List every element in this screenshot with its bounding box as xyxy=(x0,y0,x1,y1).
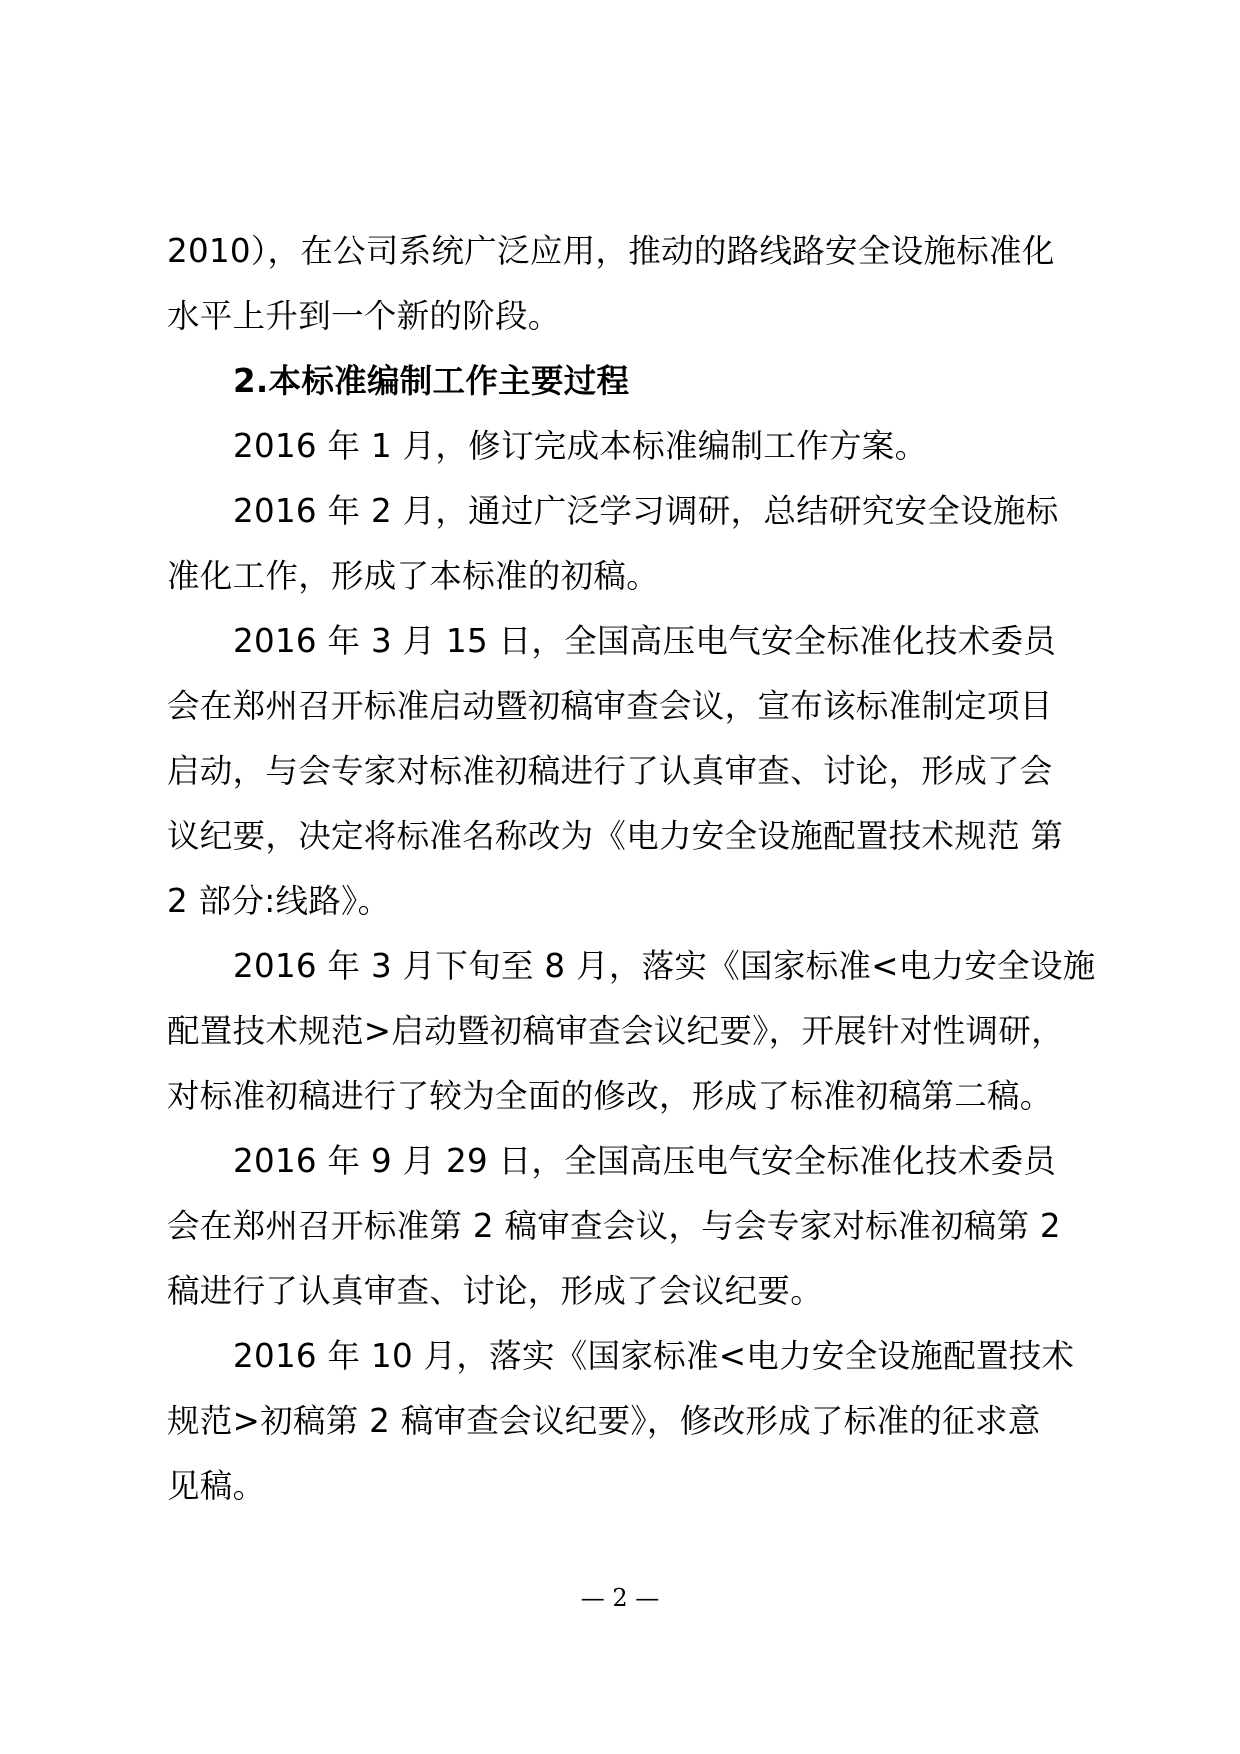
paragraph-4-line-1: 2016 年 3 月 15 日，全国高压电气安全标准化技术委员 xyxy=(233,622,1057,660)
paragraph-6-line-3: 稿进行了认真审查、讨论，形成了会议纪要。 xyxy=(167,1272,824,1310)
section-heading: 2.本标准编制工作主要过程 xyxy=(233,362,630,400)
paragraph-6-line-2: 会在郑州召开标准第 2 稿审查会议，与会专家对标准初稿第 2 xyxy=(167,1207,1061,1245)
paragraph-1-line-2: 水平上升到一个新的阶段。 xyxy=(167,297,561,335)
paragraph-7-line-3: 见稿。 xyxy=(167,1467,266,1505)
paragraph-7-line-1: 2016 年 10 月，落实《国家标准<电力安全设施配置技术 xyxy=(233,1337,1075,1375)
paragraph-3-line-1: 2016 年 2 月，通过广泛学习调研，总结研究安全设施标 xyxy=(233,492,1059,530)
paragraph-4-line-5: 2 部分:线路》。 xyxy=(167,882,391,920)
paragraph-5-line-1: 2016 年 3 月下旬至 8 月，落实《国家标准<电力安全设施 xyxy=(233,947,1096,985)
paragraph-5-line-2: 配置技术规范>启动暨初稿审查会议纪要》，开展针对性调研， xyxy=(167,1012,1064,1050)
paragraph-4-line-2: 会在郑州召开标准启动暨初稿审查会议，宣布该标准制定项目 xyxy=(167,687,1053,725)
paragraph-7-line-2: 规范>初稿第 2 稿审查会议纪要》，修改形成了标准的征求意 xyxy=(167,1402,1041,1440)
paragraph-2-line-1: 2016 年 1 月，修订完成本标准编制工作方案。 xyxy=(233,427,928,465)
paragraph-5-line-3: 对标准初稿进行了较为全面的修改，形成了标准初稿第二稿。 xyxy=(167,1077,1053,1115)
paragraph-6-line-1: 2016 年 9 月 29 日，全国高压电气安全标准化技术委员 xyxy=(233,1142,1057,1180)
page-number: — 2 — xyxy=(580,1584,660,1612)
paragraph-3-line-2: 准化工作，形成了本标准的初稿。 xyxy=(167,557,660,595)
paragraph-4-line-3: 启动，与会专家对标准初稿进行了认真审查、讨论，形成了会 xyxy=(167,752,1053,790)
paragraph-4-line-4: 议纪要，决定将标准名称改为《电力安全设施配置技术规范 第 xyxy=(167,817,1064,855)
paragraph-1-line-1: 2010），在公司系统广泛应用，推动的路线路安全设施标准化 xyxy=(167,232,1055,270)
